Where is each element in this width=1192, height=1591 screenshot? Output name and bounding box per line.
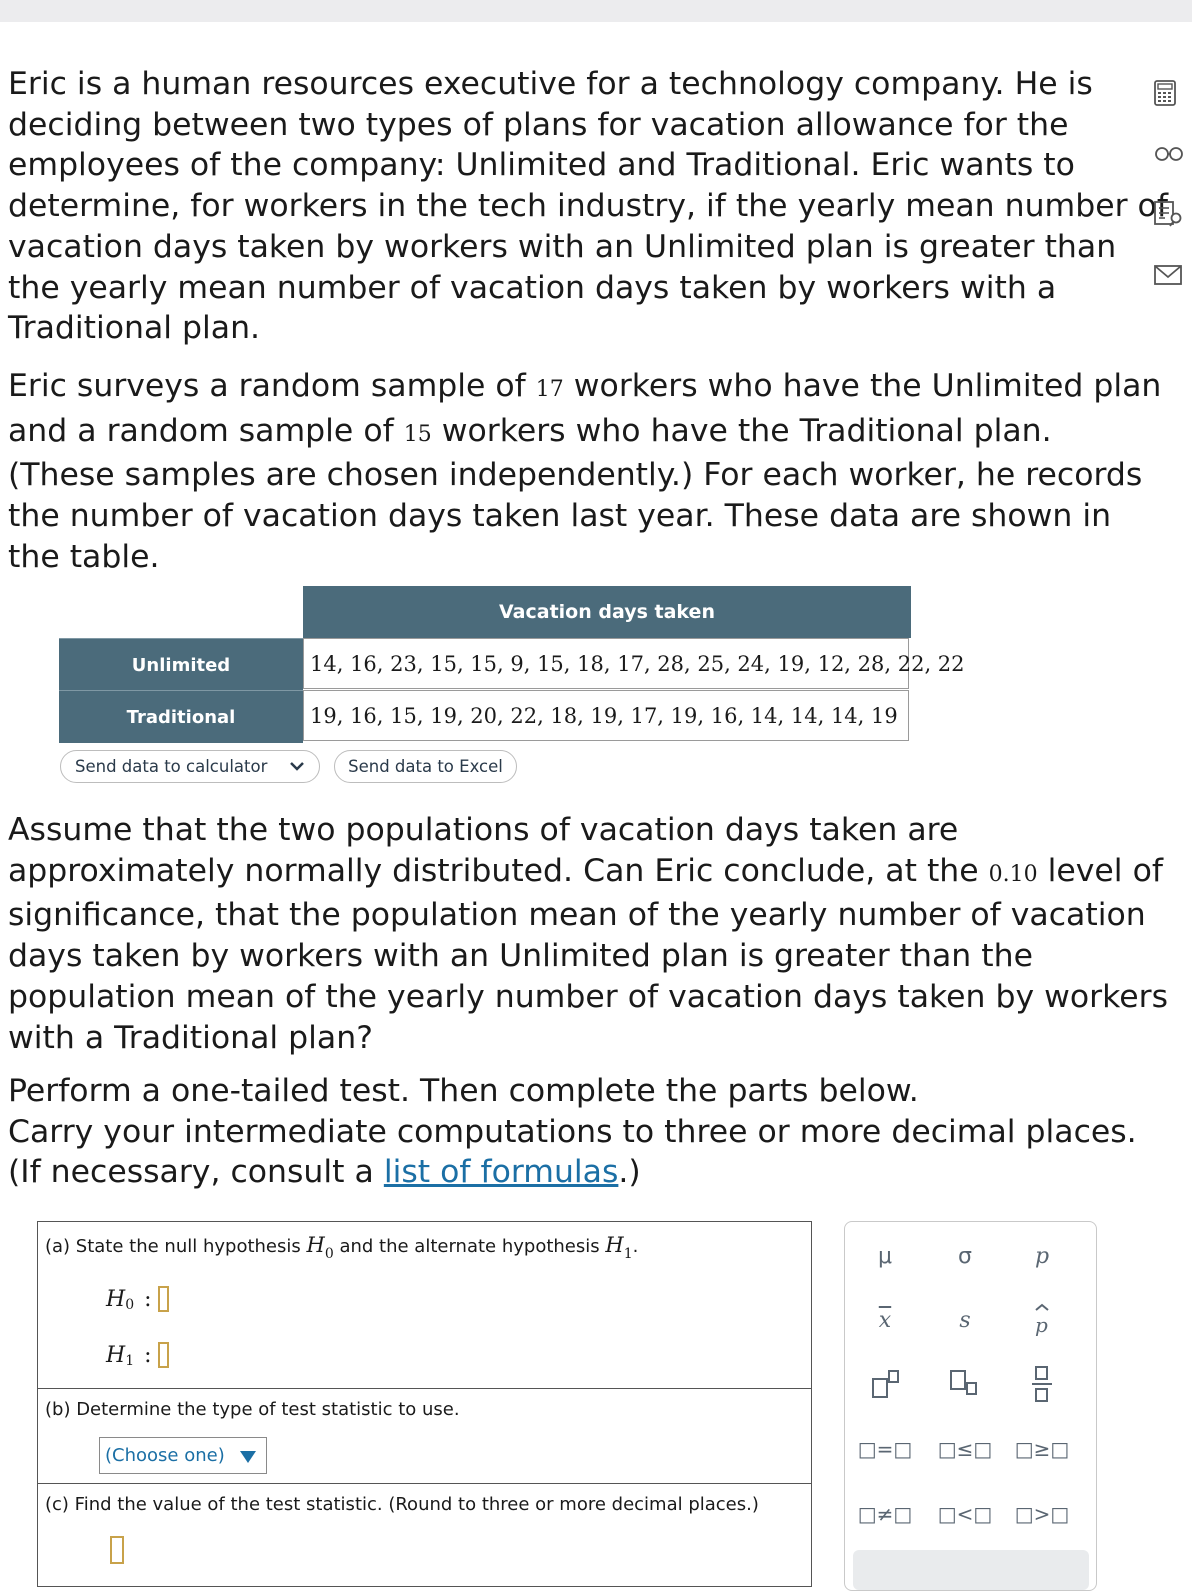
- alpha-value: 0.10: [988, 861, 1038, 887]
- problem-intro: Eric is a human resources executive for a technology company. He is deciding between two types of plans for vacation allowance for the employees of the company: Unlimited and Traditional. Eric wants to determine, for workers in the tech industry, if the yearly mean number of vacation days taken by workers with an Unlimited plan is greater than the yearly mean number of vacation days taken by workers with a Traditional plan.: [8, 66, 1168, 347]
- subscript-button[interactable]: [935, 1364, 995, 1404]
- problem-sample: Eric surveys a random sample of 17 workers who have the Unlimited plan and a random sample of 15 workers who have the Traditional plan. (These samples are chosen independently.) For each worker, he records the number of vacation days taken last year. These data are shown in the table.: [8, 368, 1162, 575]
- row-data-unlimited: 14, 16, 23, 15, 15, 9, 15, 18, 17, 28, 25, 24, 19, 12, 28, 22, 22: [303, 638, 909, 689]
- sigma-button[interactable]: σ: [958, 1243, 972, 1269]
- superscript-button[interactable]: [855, 1364, 915, 1404]
- s-button[interactable]: s: [959, 1307, 971, 1333]
- mu-button[interactable]: μ: [878, 1243, 892, 1269]
- chevron-down-icon: [289, 759, 305, 773]
- send-to-calculator-label: Send data to calculator: [75, 757, 268, 776]
- less-than-button[interactable]: □<□: [937, 1502, 993, 1526]
- test-statistic-input[interactable]: [110, 1536, 124, 1564]
- x-bar-button[interactable]: $\overline{x}$: [878, 1307, 892, 1333]
- row-label-unlimited: Unlimited: [59, 638, 303, 691]
- calculator-icon[interactable]: [1144, 73, 1192, 113]
- alternate-hypothesis-input[interactable]: [158, 1342, 169, 1368]
- p-hat-icon: [1030, 1303, 1054, 1337]
- greater-than-button[interactable]: □>□: [1014, 1502, 1070, 1526]
- palette-action-bar[interactable]: [853, 1550, 1089, 1590]
- less-equal-button[interactable]: □≤□: [937, 1437, 993, 1461]
- part-b-prompt: (b) Determine the type of test statistic to use.: [45, 1399, 460, 1420]
- problem-instructions: Perform a one-tailed test. Then complete the parts below. Carry your intermediate computations to three or more decimal places. (If necessary, consult a list of formulas.): [8, 1073, 1137, 1191]
- divider: [38, 1388, 811, 1389]
- n2-value: 15: [403, 421, 432, 447]
- answer-panel: [37, 1221, 812, 1587]
- alternate-hypothesis-row: H 1 :: [106, 1342, 169, 1368]
- part-c-prompt: (c) Find the value of the test statistic. (Round to three or more decimal places.): [45, 1494, 759, 1515]
- symbol-palette: [844, 1221, 1097, 1591]
- divider: [38, 1483, 811, 1484]
- send-to-excel-label: Send data to Excel: [348, 757, 503, 776]
- greater-equal-button[interactable]: □≥□: [1014, 1437, 1070, 1461]
- null-hypothesis-input[interactable]: [158, 1286, 169, 1312]
- null-hypothesis-row: H 0 :: [106, 1286, 169, 1312]
- fraction-icon: [1027, 1364, 1057, 1404]
- mail-icon[interactable]: [1144, 255, 1192, 295]
- p-hat-button[interactable]: [1012, 1300, 1072, 1340]
- equals-button[interactable]: □=□: [857, 1437, 913, 1461]
- dropdown-arrow-icon: [240, 1451, 256, 1463]
- table-header: Vacation days taken: [303, 586, 911, 638]
- top-bar: [0, 0, 1192, 22]
- test-statistic-select[interactable]: (Choose one): [99, 1437, 267, 1474]
- svg-text:p: p: [1035, 1313, 1048, 1337]
- send-to-calculator-button[interactable]: [60, 750, 320, 783]
- row-label-traditional: Traditional: [59, 690, 303, 743]
- subscript-icon: [945, 1367, 985, 1401]
- superscript-icon: [865, 1367, 905, 1401]
- glasses-icon[interactable]: [1144, 134, 1192, 174]
- list-of-formulas-link[interactable]: list of formulas: [383, 1154, 619, 1191]
- row-data-traditional: 19, 16, 15, 19, 20, 22, 18, 19, 17, 19, 16, 14, 14, 14, 19: [303, 690, 909, 741]
- fraction-button[interactable]: [1012, 1364, 1072, 1404]
- problem-question: Assume that the two populations of vacation days taken are approximately normally distributed. Can Eric conclude, at the 0.10 level of significance, that the population mean of the yearly number of vacation days taken by workers with an Unlimited plan is greater than the population mean of the yearly number of vacation days taken by workers with a Traditional plan?: [8, 812, 1168, 1056]
- part-a-prompt: (a) State the null hypothesis $H_0$ and the alternate hypothesis $H_1$.: [45, 1233, 639, 1262]
- p-button[interactable]: p: [1034, 1243, 1050, 1269]
- send-to-excel-button[interactable]: [334, 750, 517, 783]
- data-search-icon[interactable]: [1144, 194, 1192, 234]
- n1-value: 17: [535, 377, 564, 402]
- not-equal-button[interactable]: □≠□: [857, 1502, 913, 1526]
